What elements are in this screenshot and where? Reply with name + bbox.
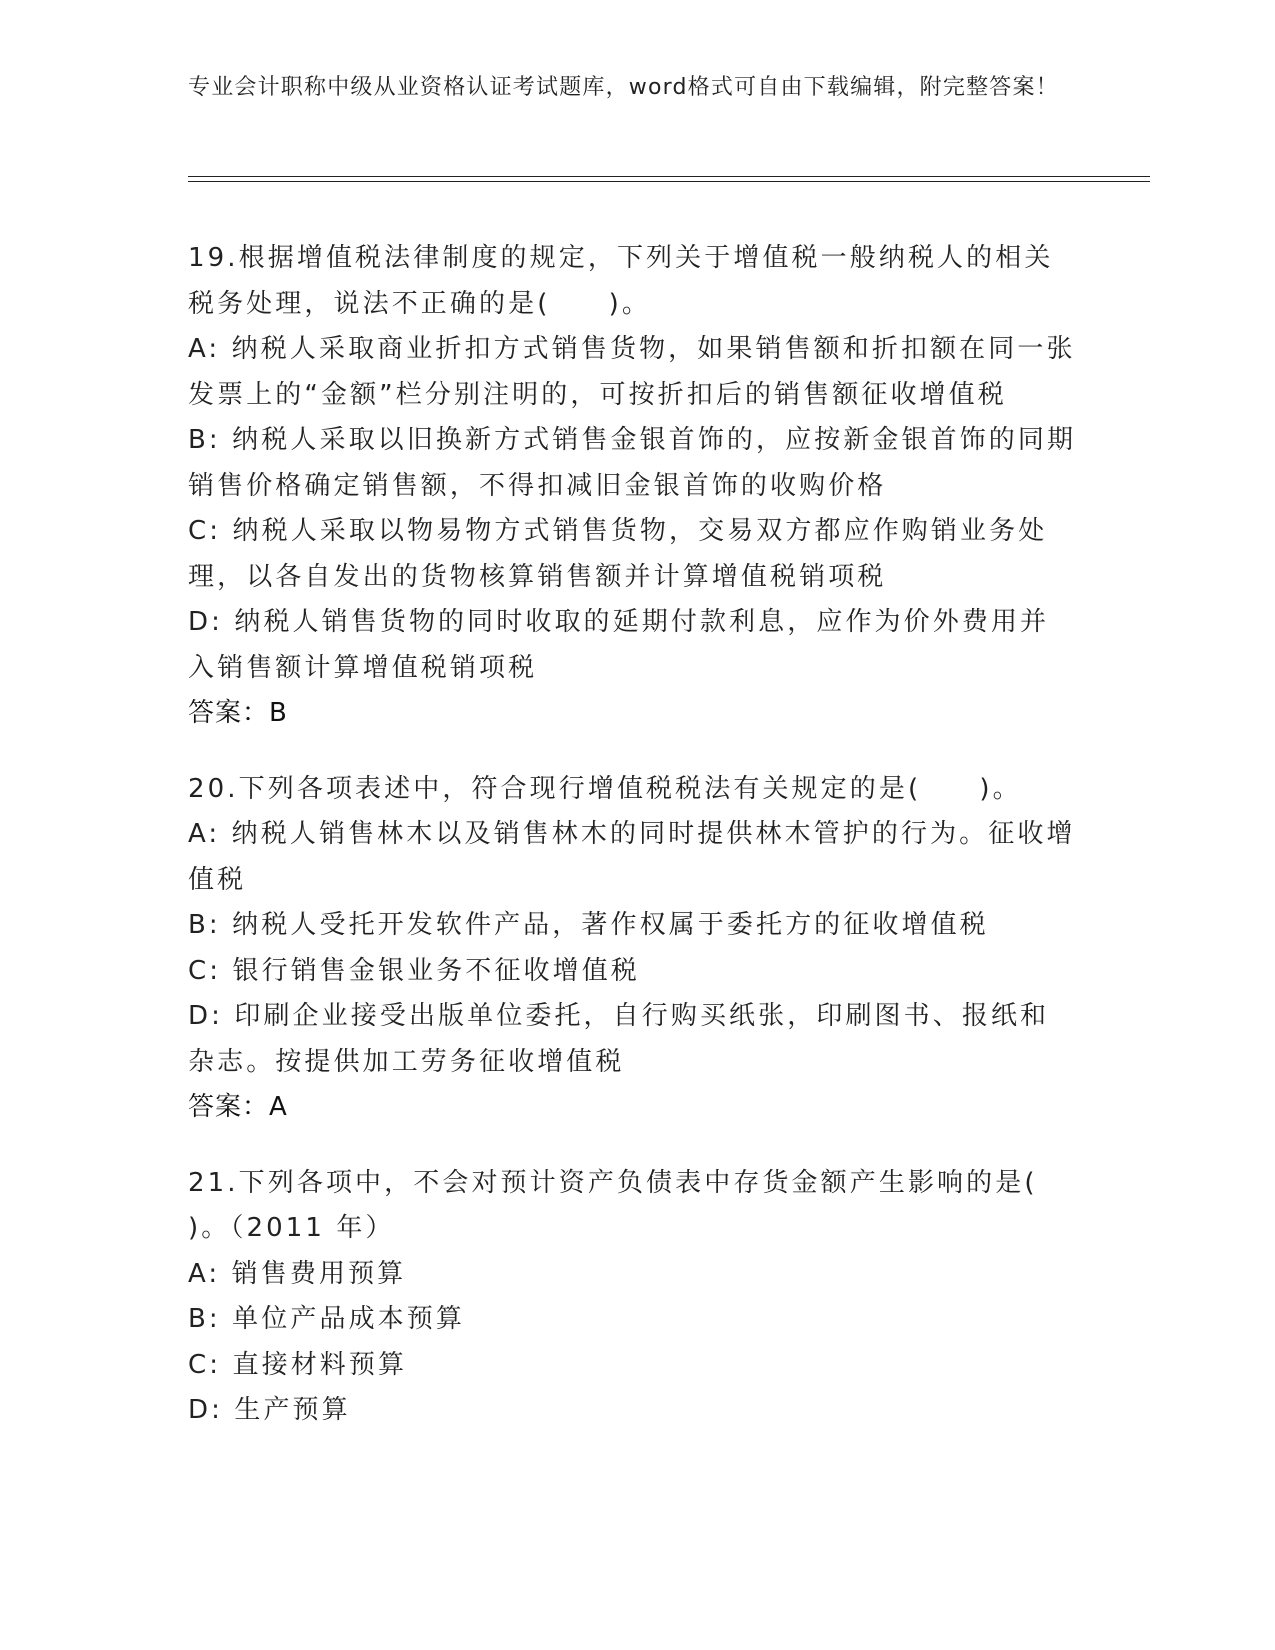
option-a	[188, 1252, 1078, 1298]
option-text: 销售费用预算	[231, 1258, 407, 1289]
option-label: B:	[188, 425, 221, 455]
answer-value: B	[269, 698, 288, 728]
option-label: A:	[188, 819, 221, 849]
option-text: 单位产品成本预算	[232, 1304, 465, 1334]
header-rule-bottom	[188, 181, 1150, 182]
document-header	[188, 72, 1068, 104]
option-label: C:	[188, 955, 222, 986]
answer-value: A	[269, 1092, 288, 1122]
question-number: 21.	[188, 1167, 239, 1198]
option-text: 纳税人采取以旧换新方式销售金银首饰的，应按新金银首饰的同期销售价格确定销售额，不得扣减旧金银首饰的收购价格	[188, 425, 1077, 501]
question-20	[188, 767, 1078, 1131]
option-c	[188, 1343, 1078, 1389]
option-label: A:	[188, 1258, 221, 1289]
question-text: 根据增值税法律制度的规定，下列关于增值税一般纳税人的相关税务处理，说法不正确的是( )。	[188, 243, 1054, 319]
option-a	[188, 327, 1078, 418]
question-21	[188, 1161, 1096, 1434]
option-text: 纳税人采取以物易物方式销售货物，交易双方都应作购销业务处理，以各自发出的货物核算销售额并计算增值税销项税	[188, 516, 1048, 592]
option-label: D:	[188, 607, 223, 637]
question-19	[188, 236, 1078, 737]
option-label: B:	[188, 910, 221, 940]
option-d	[188, 994, 1078, 1085]
question-text: 下列各项表述中，符合现行增值税税法有关规定的是( )。	[238, 773, 1022, 804]
option-text: 直接材料预算	[232, 1349, 408, 1380]
question-text: 下列各项中，不会对预计资产负债表中存货金额产生影响的是( )。（2011 年）	[188, 1167, 1096, 1243]
option-text: 印刷企业接受出版单位委托，自行购买纸张，印刷图书、报纸和杂志。按提供加工劳务征收增值税	[188, 1001, 1050, 1077]
option-text: 银行销售金银业务不征收增值税	[232, 955, 640, 986]
answer-label: 答案：	[188, 1092, 270, 1122]
option-label: D:	[188, 1395, 223, 1425]
option-a	[188, 812, 1078, 903]
question-stem	[188, 767, 1078, 813]
question-stem	[188, 236, 1078, 327]
option-b	[188, 418, 1078, 509]
option-b	[188, 903, 1078, 949]
option-c	[188, 949, 1078, 995]
answer-line	[188, 691, 1078, 737]
option-d	[188, 1388, 1078, 1434]
question-list	[188, 236, 1096, 1464]
option-label: D:	[188, 1001, 223, 1031]
option-text: 纳税人受托开发软件产品，著作权属于委托方的征收增值税	[232, 910, 989, 940]
question-number: 20.	[188, 773, 239, 804]
option-b	[188, 1297, 1078, 1343]
option-text: 纳税人销售林木以及销售林木的同时提供林木管护的行为。征收增值税	[188, 819, 1076, 895]
option-d	[188, 600, 1078, 691]
option-label: C:	[188, 1349, 222, 1380]
option-label: B:	[188, 1304, 221, 1334]
header-rule-top	[188, 176, 1150, 177]
question-stem	[188, 1161, 1096, 1252]
option-text: 纳税人销售货物的同时收取的延期付款利息，应作为价外费用并入销售额计算增值税销项税	[188, 607, 1050, 683]
header-text: 专业会计职称中级从业资格认证考试题库，word格式可自由下载编辑，附完整答案！	[188, 75, 1059, 100]
answer-label: 答案：	[188, 698, 270, 728]
question-number: 19.	[188, 243, 239, 273]
option-label: A:	[188, 334, 221, 364]
option-text: 生产预算	[234, 1395, 351, 1425]
option-label: C:	[188, 516, 222, 546]
option-text: 纳税人采取商业折扣方式销售货物，如果销售额和折扣额在同一张发票上的“金额”栏分别注明的，可按折扣后的销售额征收增值税	[188, 334, 1076, 410]
answer-line	[188, 1085, 1078, 1131]
option-c	[188, 509, 1078, 600]
